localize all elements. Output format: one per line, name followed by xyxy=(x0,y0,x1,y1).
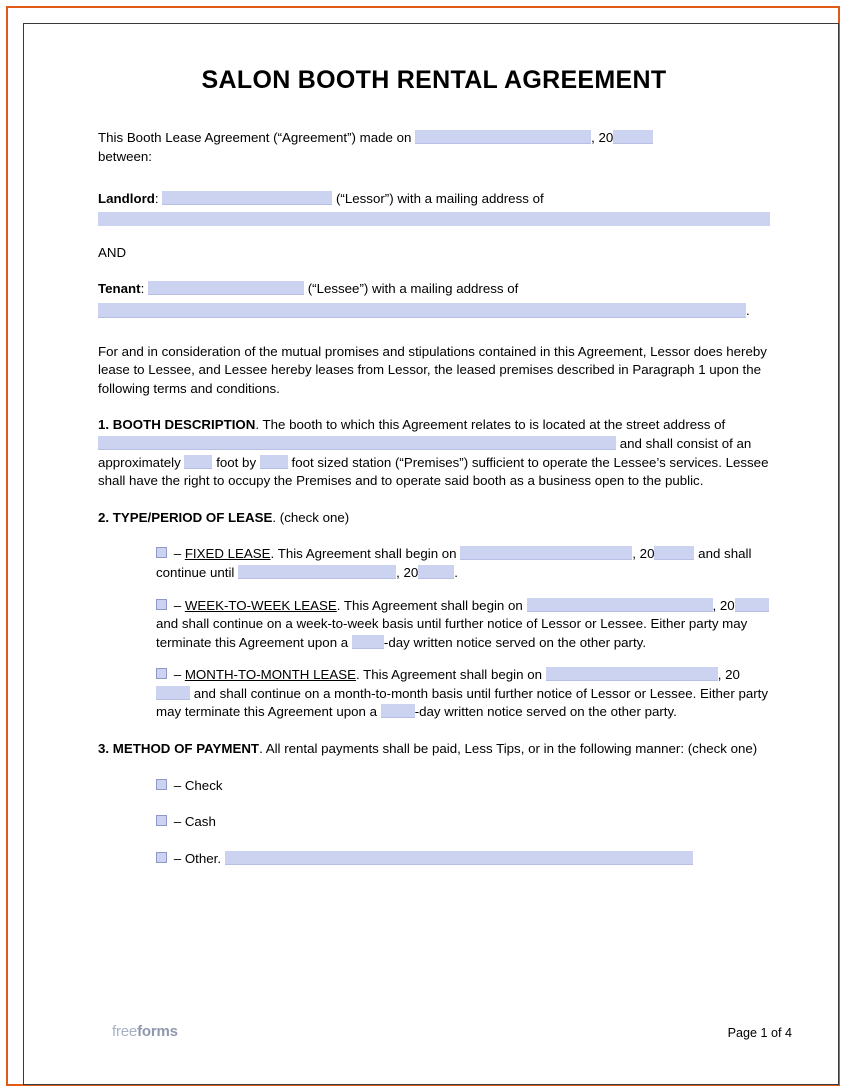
landlord-label: Landlord xyxy=(98,191,155,207)
payment-check-label: Check xyxy=(184,777,223,793)
week-lease-notice-days-blank[interactable] xyxy=(352,635,384,649)
week-lease-name: WEEK-TO-WEEK LEASE xyxy=(184,597,337,613)
month-lease-name: MONTH-TO-MONTH LEASE xyxy=(184,667,356,683)
section-1-length-blank[interactable] xyxy=(260,455,288,469)
option-payment-check xyxy=(156,777,770,796)
week-lease-text-2: , 20 xyxy=(712,597,735,613)
section-3-text-1: . All rental payments shall be paid, Less Tips, or in the following manner: (check one) xyxy=(259,741,758,757)
month-lease-text-2: , 20 xyxy=(717,667,740,683)
page-title: SALON BOOTH RENTAL AGREEMENT xyxy=(201,66,667,94)
tenant-paragraph xyxy=(98,280,770,320)
option-week-to-week-lease xyxy=(156,597,770,653)
tenant-name-blank[interactable] xyxy=(148,281,304,295)
checkbox-fixed-lease[interactable] xyxy=(156,547,167,558)
payment-other-dash: – xyxy=(173,850,182,866)
payment-check-dash: – xyxy=(173,777,182,793)
fixed-lease-text-1: . This Agreement shall begin on xyxy=(270,546,457,562)
intro-between-text: between: xyxy=(98,148,152,164)
week-lease-dash: – xyxy=(173,597,182,613)
checkbox-payment-check[interactable] xyxy=(156,779,167,790)
fixed-lease-text-4: , 20 xyxy=(396,564,419,580)
document-body xyxy=(98,66,770,868)
tenant-colon: : xyxy=(140,281,145,297)
section-1-text-2: and shall consist of an approximately xyxy=(98,435,752,470)
fixed-lease-end-year-blank[interactable] xyxy=(418,565,454,579)
tenant-address-blank[interactable] xyxy=(98,303,746,318)
intro-paragraph xyxy=(98,129,770,166)
payment-other-blank[interactable] xyxy=(225,851,693,865)
checkbox-month-to-month-lease[interactable] xyxy=(156,668,167,679)
section-2-type-period xyxy=(98,509,770,528)
checkbox-payment-other[interactable] xyxy=(156,852,167,863)
week-lease-start-year-blank[interactable] xyxy=(735,598,769,612)
month-lease-dash: – xyxy=(173,667,182,683)
logo-text-bold: forms xyxy=(137,1023,178,1040)
intro-year-blank[interactable] xyxy=(613,130,653,144)
week-lease-text-3: and shall continue on a week-to-week basis until further notice of Lessor or Lessee. Either party may terminate this Agreement upon a xyxy=(156,616,748,650)
month-lease-text-1: . This Agreement shall begin on xyxy=(355,667,542,683)
landlord-paragraph xyxy=(98,190,770,226)
logo-text-light: free xyxy=(112,1023,138,1040)
landlord-name-blank[interactable] xyxy=(162,191,332,205)
section-3-heading: 3. METHOD OF PAYMENT xyxy=(98,741,260,757)
section-3-method-of-payment xyxy=(98,740,770,759)
section-1-text-3: foot by xyxy=(216,454,257,470)
section-1-heading: 1. BOOTH DESCRIPTION xyxy=(98,417,256,433)
payment-cash-dash: – xyxy=(173,814,182,830)
landlord-colon: : xyxy=(154,191,159,207)
intro-year-prefix: , 20 xyxy=(591,130,614,145)
and-paragraph: AND xyxy=(98,244,127,260)
consideration-paragraph: For and in consideration of the mutual promises and stipulations contained in this Agreement, Lessor does hereby lease to Lessee, and Lessee hereby leases from Lessor, the leased premises described in Paragraph 1 upon the following terms and conditions. xyxy=(98,343,767,396)
page-number: Page 1 of 4 xyxy=(727,1026,792,1040)
section-2-heading: 2. TYPE/PERIOD OF LEASE xyxy=(98,509,273,525)
week-lease-text-1: . This Agreement shall begin on xyxy=(336,597,523,613)
fixed-lease-dash: – xyxy=(173,546,182,562)
intro-lead-text: This Booth Lease Agreement (“Agreement”) made on xyxy=(98,130,412,145)
section-1-width-blank[interactable] xyxy=(184,455,212,469)
landlord-address-blank[interactable] xyxy=(98,212,770,226)
intro-date-blank[interactable] xyxy=(415,130,591,144)
landlord-suffix-text: (“Lessor”) with a mailing address of xyxy=(336,191,544,207)
month-lease-start-blank[interactable] xyxy=(546,667,718,681)
payment-cash-label: Cash xyxy=(184,814,216,830)
option-month-to-month-lease xyxy=(156,666,770,722)
option-fixed-lease xyxy=(156,545,770,582)
freeforms-logo xyxy=(112,1023,178,1040)
month-lease-text-3: and shall continue on a month-to-month basis until further notice of Lessor or Lessee. Either party may terminate this Agreement upon a xyxy=(156,685,769,720)
document-page xyxy=(23,23,839,1085)
section-1-address-blank[interactable] xyxy=(98,436,616,450)
fixed-lease-start-blank[interactable] xyxy=(460,546,632,560)
section-1-text-4: foot sized station (“Premises”) sufficient to operate the Lessee’s services. Lessee shall have the right to occupy the Premises and to operate said booth as a business open to the public. xyxy=(98,454,769,489)
option-payment-other xyxy=(156,850,770,869)
fixed-lease-name: FIXED LEASE xyxy=(184,546,271,562)
fixed-lease-start-year-blank[interactable] xyxy=(654,546,694,560)
tenant-suffix-text: (“Lessee”) with a mailing address of xyxy=(307,281,519,297)
fixed-lease-text-5: . xyxy=(454,564,458,580)
fixed-lease-text-3-and: and shall continue until xyxy=(156,546,752,580)
option-payment-cash xyxy=(156,813,770,832)
week-lease-start-blank[interactable] xyxy=(527,598,713,612)
month-lease-start-year-blank[interactable] xyxy=(156,686,190,700)
section-2-text-1: . (check one) xyxy=(272,509,350,525)
checkbox-payment-cash[interactable] xyxy=(156,815,167,826)
fixed-lease-end-blank[interactable] xyxy=(238,565,396,579)
payment-other-label: Other. xyxy=(184,850,222,866)
orange-border-frame xyxy=(6,6,840,1086)
section-1-booth-description xyxy=(98,416,770,490)
fixed-lease-text-2: , 20 xyxy=(632,546,655,562)
month-lease-text-4: -day written notice served on the other party. xyxy=(414,704,677,720)
tenant-label: Tenant xyxy=(98,281,141,297)
section-1-text-1: . The booth to which this Agreement relates to is located at the street address of xyxy=(255,417,726,433)
checkbox-week-to-week-lease[interactable] xyxy=(156,599,167,610)
tenant-address-period: . xyxy=(746,302,750,318)
week-lease-text-4: -day written notice served on the other party. xyxy=(383,634,647,650)
month-lease-notice-days-blank[interactable] xyxy=(381,704,415,718)
